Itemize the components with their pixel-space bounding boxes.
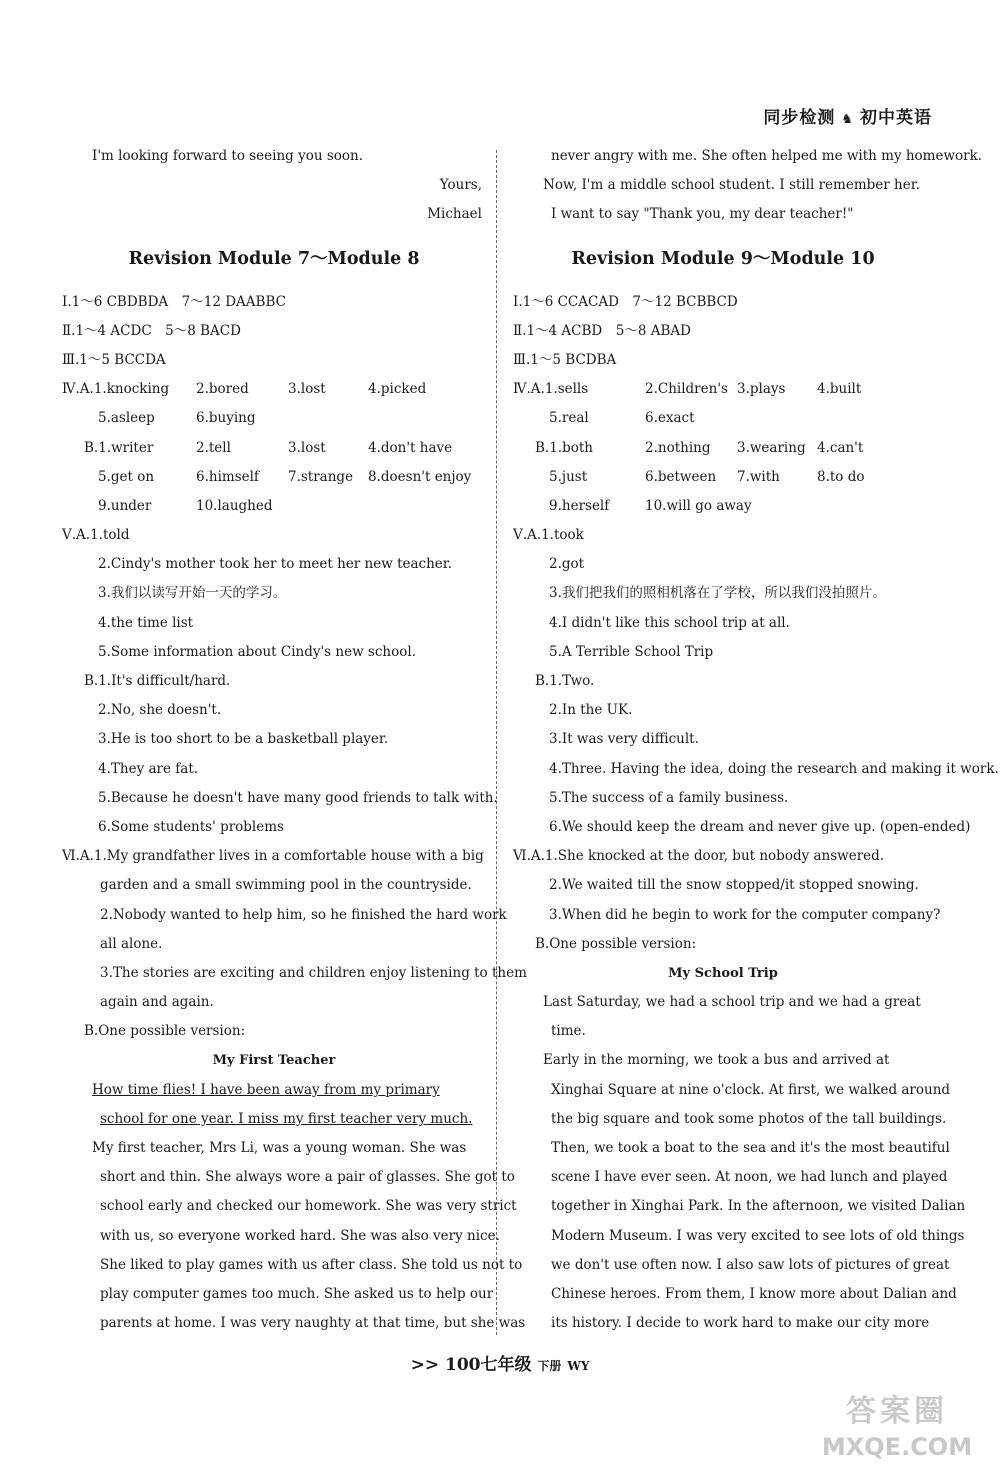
answer-row bbox=[62, 463, 486, 492]
essay-line: Modern Museum. I was very excited to see lots of old things bbox=[551, 1227, 965, 1244]
answer-line: Ⅴ.A.1.told bbox=[62, 527, 130, 544]
answer-line: 2.We waited till the snow stopped/it stopped snowing. bbox=[549, 877, 919, 894]
answer-row bbox=[62, 404, 486, 433]
essay-line: parents at home. I was very naughty at that time, but she was bbox=[100, 1315, 526, 1332]
answer-line: 3.我们以读写开始一天的学习。 bbox=[98, 585, 287, 602]
section-title: Revision Module 9～Module 10 bbox=[571, 248, 875, 269]
answer-cell: B.1.writer bbox=[84, 439, 154, 456]
answer-cell: 7.strange bbox=[288, 468, 354, 485]
answer-cell: 9.herself bbox=[549, 497, 610, 514]
answer-cell: Ⅳ.A.1.sells bbox=[513, 381, 589, 398]
page-number: 100 bbox=[445, 1355, 481, 1375]
answer-cell: 3.plays bbox=[737, 381, 786, 398]
answer-line: 3.我们把我们的照相机落在了学校，所以我们没拍照片。 bbox=[549, 585, 886, 602]
answer-line: Ⅵ.A.1.My grandfather lives in a comfortable house with a big bbox=[62, 848, 484, 865]
answer-line: Ⅲ.1～5 BCCDA bbox=[62, 351, 166, 368]
answer-line: 3.He is too short to be a basketball player. bbox=[98, 731, 389, 748]
answer-cell: 5.get on bbox=[98, 468, 155, 485]
answer-cell: 2.Children's bbox=[645, 381, 728, 398]
grade-label: 七年级 bbox=[480, 1355, 532, 1375]
answer-line: Ⅵ.A.1.She knocked at the door, but nobody answered. bbox=[513, 848, 885, 865]
answer-cell: 2.bored bbox=[196, 381, 249, 398]
letter-line: I'm looking forward to seeing you soon. bbox=[92, 148, 364, 164]
answer-cell: B.1.both bbox=[535, 439, 593, 456]
answer-cell: 3.lost bbox=[288, 439, 326, 456]
answer-cell: 7.with bbox=[737, 468, 780, 485]
answer-cell: 4.don't have bbox=[368, 439, 453, 456]
answer-cell: 6.exact bbox=[645, 410, 695, 427]
answer-row bbox=[62, 375, 486, 404]
right-column bbox=[513, 142, 999, 1338]
watermark-text: 答案圈 bbox=[846, 1394, 948, 1429]
essay-line: Then, we took a boat to the sea and it's the most beautiful bbox=[551, 1140, 950, 1156]
answer-line: 4.I didn't like this school trip at all. bbox=[549, 614, 790, 631]
essay-line: never angry with me. She often helped me with my homework. bbox=[551, 148, 983, 164]
answer-cell: 2.nothing bbox=[645, 439, 711, 456]
answer-line: 2.No, she doesn't. bbox=[98, 702, 222, 719]
answer-cell: 4.picked bbox=[368, 381, 427, 398]
essay-line: the big square and took some photos of the tall buildings. bbox=[551, 1110, 947, 1127]
answer-line: 4.They are fat. bbox=[98, 760, 199, 777]
answer-cell: 6.between bbox=[645, 468, 717, 485]
section-title: Revision Module 7～Module 8 bbox=[128, 248, 420, 269]
answer-line: 5.The success of a family business. bbox=[549, 789, 789, 806]
essay-line: scene I have ever seen. At noon, we had lunch and played bbox=[551, 1169, 948, 1186]
answer-line: 2.Cindy's mother took her to meet her new teacher. bbox=[98, 556, 453, 573]
answer-line: B.1.Two. bbox=[535, 673, 595, 689]
letter-signature: Michael bbox=[427, 206, 482, 223]
answer-cell: Ⅳ.A.1.knocking bbox=[62, 381, 170, 398]
answer-line: Ⅱ.1～4 ACBD 5～8 ABAD bbox=[513, 322, 691, 339]
answer-line: 2.Nobody wanted to help him, so he finished the hard work bbox=[100, 906, 507, 923]
answer-line: Ⅰ.1～6 CCACAD 7～12 BCBBCD bbox=[513, 293, 738, 310]
answer-cell: 3.wearing bbox=[737, 439, 806, 456]
answer-cell: 6.himself bbox=[196, 468, 259, 485]
answer-row bbox=[62, 434, 486, 463]
lion-emblem-icon: ♞ bbox=[841, 112, 854, 127]
page-header bbox=[763, 103, 932, 128]
answer-cell: 9.under bbox=[98, 497, 152, 514]
essay-line: Chinese heroes. From them, I know more about Dalian and bbox=[551, 1285, 957, 1302]
answer-cell: 5.real bbox=[549, 410, 589, 427]
essay-line: Last Saturday, we had a school trip and we had a great bbox=[543, 994, 921, 1011]
essay-line-underlined: How time flies! I have been away from my primary bbox=[92, 1081, 440, 1098]
essay-line: together in Xinghai Park. In the afternoon, we visited Dalian bbox=[551, 1198, 966, 1215]
answer-line: all alone. bbox=[100, 935, 163, 952]
essay-line: its history. I decide to work hard to make our city more bbox=[551, 1315, 930, 1332]
essay-line: with us, so everyone worked hard. She was also very nice. bbox=[100, 1227, 500, 1244]
essay-line: She liked to play games with us after class. She told us not to bbox=[100, 1256, 523, 1273]
essay-line: My first teacher, Mrs Li, was a young woman. She was bbox=[92, 1140, 467, 1156]
answer-line: 5.Some information about Cindy's new school. bbox=[98, 643, 416, 660]
answer-line: 5.Because he doesn't have many good friends to talk with. bbox=[98, 789, 498, 806]
answer-row bbox=[513, 404, 933, 433]
answer-line: Ⅴ.A.1.took bbox=[513, 527, 584, 544]
answer-line: 6.Some students' problems bbox=[98, 818, 284, 835]
answer-cell: 5.asleep bbox=[98, 410, 155, 427]
volume-label: 下册 bbox=[537, 1359, 562, 1373]
answer-line: 2.In the UK. bbox=[549, 702, 633, 719]
essay-title: My First Teacher bbox=[212, 1053, 336, 1069]
answer-cell: 4.built bbox=[817, 381, 862, 398]
answer-line: 5.A Terrible School Trip bbox=[549, 643, 714, 660]
column-divider bbox=[496, 150, 497, 1335]
essay-line: time. bbox=[551, 1023, 586, 1040]
answer-line: Ⅱ.1～4 ACDC 5～8 BACD bbox=[62, 322, 241, 339]
series-title: 同步检测 bbox=[763, 108, 836, 128]
essay-title: My School Trip bbox=[668, 965, 778, 981]
answer-line: Ⅲ.1～5 BCDBA bbox=[513, 351, 617, 368]
answer-cell: 8.to do bbox=[817, 468, 865, 485]
answer-cell: 2.tell bbox=[196, 439, 231, 456]
essay-line: Now, I'm a middle school student. I still remember her. bbox=[543, 177, 920, 194]
edition-label: WY bbox=[567, 1359, 590, 1373]
answer-row bbox=[62, 492, 486, 521]
answer-cell: 10.will go away bbox=[645, 497, 752, 514]
answer-cell: 8.doesn't enjoy bbox=[368, 468, 472, 485]
answer-cell: 4.can't bbox=[817, 439, 864, 456]
answer-line: 2.got bbox=[549, 556, 585, 573]
essay-line: Early in the morning, we took a bus and arrived at bbox=[543, 1052, 890, 1069]
essay-line: play computer games too much. She asked us to help our bbox=[100, 1285, 494, 1302]
answer-line: B.1.It's difficult/hard. bbox=[84, 673, 231, 689]
answer-line: garden and a small swimming pool in the countryside. bbox=[100, 877, 472, 894]
answer-line: 4.Three. Having the idea, doing the research and making it work. bbox=[549, 760, 999, 777]
answer-line: again and again. bbox=[100, 994, 214, 1011]
subject-title: 初中英语 bbox=[860, 108, 932, 128]
answer-cell: 5.just bbox=[549, 468, 588, 485]
page-footer bbox=[0, 1350, 1000, 1375]
answer-line: 3.It was very difficult. bbox=[549, 731, 699, 748]
essay-line-underlined: school for one year. I miss my first teacher very much. bbox=[100, 1110, 473, 1127]
answer-line: 4.the time list bbox=[98, 614, 194, 631]
answer-line: 6.We should keep the dream and never give up. (open-ended) bbox=[549, 818, 971, 835]
essay-line: Xinghai Square at nine o'clock. At first, we walked around bbox=[551, 1081, 951, 1098]
answer-cell: 10.laughed bbox=[196, 497, 273, 514]
watermark-url: MXQE.COM bbox=[821, 1433, 973, 1461]
essay-line: short and thin. She always wore a pair of glasses. She got to bbox=[100, 1169, 515, 1186]
essay-line: school early and checked our homework. She was very strict bbox=[100, 1198, 517, 1215]
answer-line: 3.When did he begin to work for the computer company? bbox=[549, 906, 941, 923]
answer-row bbox=[513, 434, 933, 463]
essay-line: we don't use often now. I also saw lots of pictures of great bbox=[551, 1256, 950, 1273]
answer-cell: 3.lost bbox=[288, 381, 326, 398]
left-column bbox=[62, 142, 527, 1338]
answer-row bbox=[513, 492, 933, 521]
watermark bbox=[812, 1392, 982, 1466]
answer-row bbox=[513, 375, 933, 404]
page-arrows: >> bbox=[410, 1355, 440, 1375]
letter-closing: Yours, bbox=[439, 177, 482, 194]
answer-line: Ⅰ.1～6 CBDBDA 7～12 DAABBC bbox=[62, 293, 286, 310]
answer-line: B.One possible version: bbox=[535, 935, 697, 952]
answer-line: B.One possible version: bbox=[84, 1023, 246, 1040]
answer-cell: 6.buying bbox=[196, 410, 256, 427]
essay-line: I want to say "Thank you, my dear teacher!" bbox=[551, 206, 854, 223]
answer-line: 3.The stories are exciting and children enjoy listening to them bbox=[100, 964, 527, 981]
answer-row bbox=[513, 463, 933, 492]
